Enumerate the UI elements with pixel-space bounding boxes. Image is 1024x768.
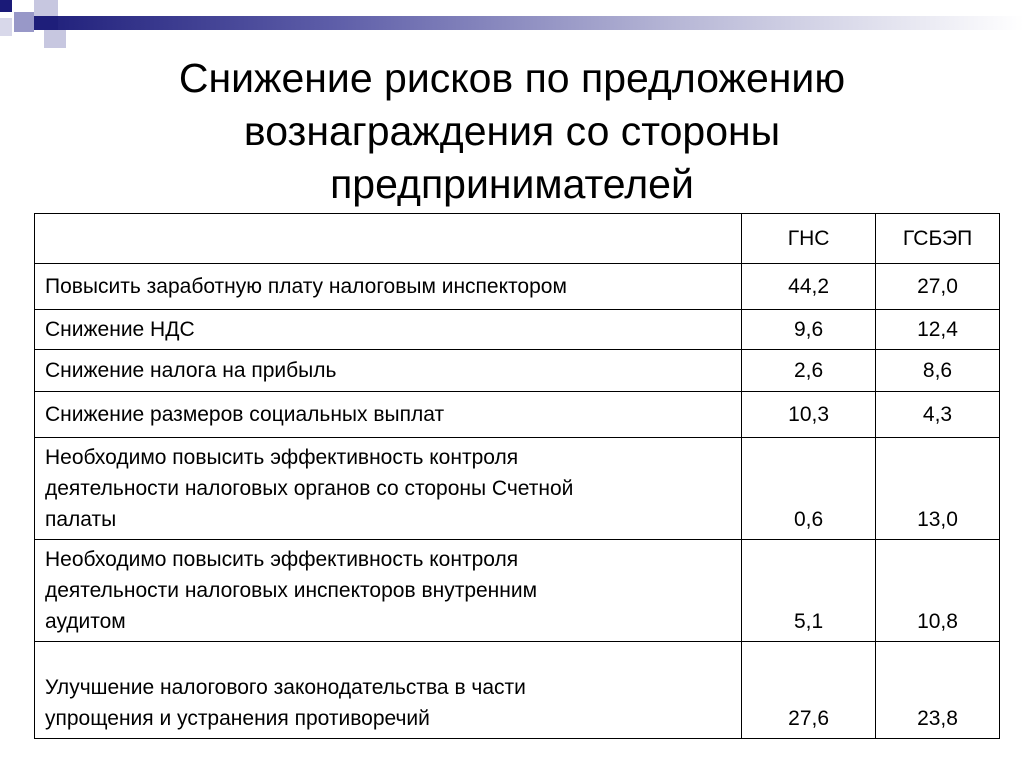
row-label-line: Необходимо повысить эффективность контроля <box>45 446 519 469</box>
cell-gns: 0,6 <box>742 438 876 540</box>
cell-gsbep: 10,8 <box>876 540 1000 642</box>
title-line: предпринимателей <box>330 161 694 207</box>
row-label-line: упрощения и устранения противоречий <box>45 707 430 730</box>
title-line: Снижение рисков по предложению <box>178 55 846 101</box>
row-label-line: деятельности налоговых органов со стороны Счетной <box>45 477 574 500</box>
cell-gns: 27,6 <box>742 642 876 739</box>
table-row <box>35 438 1000 540</box>
table-row <box>35 264 1000 310</box>
table-row <box>35 540 1000 642</box>
row-label-line: Снижение налога на прибыль <box>45 359 337 382</box>
row-label-line: Снижение НДС <box>45 318 195 341</box>
title-line: вознаграждения со стороны <box>243 108 781 154</box>
cell-gns: 10,3 <box>742 392 876 438</box>
cell-gsbep: 12,4 <box>876 310 1000 350</box>
row-label <box>35 540 742 642</box>
row-label <box>35 350 742 392</box>
row-label <box>35 392 742 438</box>
decorative-square <box>0 18 12 36</box>
cell-gsbep: 4,3 <box>876 392 1000 438</box>
table-header-row <box>35 214 1000 264</box>
row-label-line: Улучшение налогового законодательства в части <box>45 676 526 699</box>
cell-gns: 2,6 <box>742 350 876 392</box>
cell-gns: 5,1 <box>742 540 876 642</box>
decorative-gradient-bar <box>34 16 1024 30</box>
slide-title <box>60 52 964 211</box>
row-label <box>35 264 742 310</box>
decorative-square <box>34 16 58 30</box>
table-row <box>35 392 1000 438</box>
table-row <box>35 642 1000 739</box>
table-row <box>35 310 1000 350</box>
row-label-line: аудитом <box>45 610 126 633</box>
cell-gns: 9,6 <box>742 310 876 350</box>
row-label-line: Повысить заработную плату налоговым инспектором <box>45 275 567 298</box>
cell-gsbep: 27,0 <box>876 264 1000 310</box>
decorative-square <box>44 30 66 48</box>
header-cell-gns: ГНС <box>742 214 876 264</box>
row-label-line: палаты <box>45 508 117 531</box>
risk-table <box>34 213 1000 739</box>
row-label <box>35 438 742 540</box>
header-cell-gsbep: ГСБЭП <box>876 214 1000 264</box>
decorative-square <box>34 0 58 16</box>
row-label <box>35 642 742 739</box>
table-row <box>35 350 1000 392</box>
decorative-square <box>0 0 12 12</box>
cell-gsbep: 13,0 <box>876 438 1000 540</box>
cell-gsbep: 8,6 <box>876 350 1000 392</box>
row-label-line: Необходимо повысить эффективность контроля <box>45 548 519 571</box>
header-cell-empty <box>35 214 742 264</box>
row-label <box>35 310 742 350</box>
cell-gsbep: 23,8 <box>876 642 1000 739</box>
decorative-square <box>14 12 34 32</box>
row-label-line: Снижение размеров социальных выплат <box>45 403 445 426</box>
cell-gns: 44,2 <box>742 264 876 310</box>
row-label-line: деятельности налоговых инспекторов внутренним <box>45 579 538 602</box>
